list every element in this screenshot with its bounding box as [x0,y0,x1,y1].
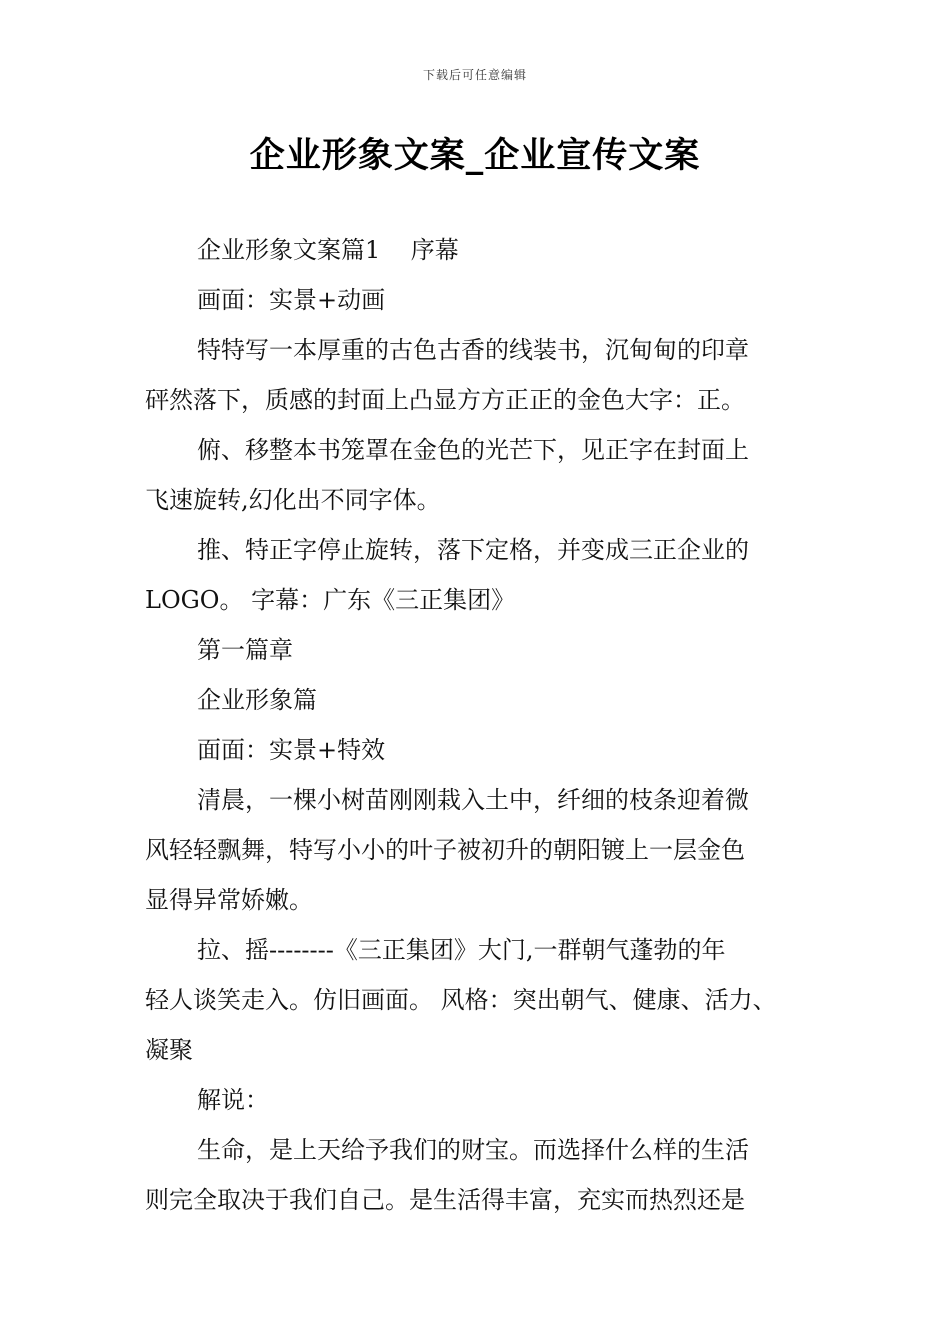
text-line: 俯、移整本书笼罩在金色的光芒下，见正字在封面上 [197,436,749,464]
paragraph [145,675,825,725]
document-body [145,225,825,1225]
paragraph [145,325,825,425]
paragraph [145,925,825,1075]
text-line: 飞速旋转,幻化出不同字体。 [145,486,441,514]
text-line: 则完全取决于我们自己。是生活得丰富，充实而热烈还是 [145,1186,745,1214]
header-note: 下载后可任意编辑 [422,68,527,82]
text-line: 企业形象篇 [197,686,317,714]
text-line: 面面：实景+特效 [197,736,386,764]
paragraph [145,775,825,925]
text-line: 解说： [197,1086,269,1114]
paragraph [145,525,825,625]
text-line: 生命，是上天给予我们的财宝。而选择什么样的生活 [197,1136,749,1164]
paragraph [145,225,825,275]
text-line: 企业形象文案篇1 序幕 [197,236,459,264]
text-line: 画面：实景+动画 [197,286,386,314]
paragraph [145,1125,825,1225]
text-line: 砰然落下，质感的封面上凸显方方正正的金色大字：正。 [145,386,745,414]
text-line: 推、特正字停止旋转，落下定格，并变成三正企业的 [197,536,749,564]
paragraph [145,275,825,325]
text-line: 第一篇章 [197,636,293,664]
text-line: LOGO。 字幕：广东《三正集团》 [145,586,516,614]
paragraph [145,725,825,775]
text-line: 风轻轻飘舞，特写小小的叶子被初升的朝阳镀上一层金色 [145,836,745,864]
text-line: 拉、摇--------《三正集团》大门,一群朝气蓬勃的年 [197,936,726,964]
text-line: 清晨，一棵小树苗刚刚栽入土中，纤细的枝条迎着微 [197,786,749,814]
text-line: 凝聚 [145,1036,193,1064]
text-line: 显得异常娇嫩。 [145,886,313,914]
text-line: 特特写一本厚重的古色古香的线装书，沉甸甸的印章 [197,336,749,364]
document-title: 企业形象文案_企业宣传文案 [249,135,701,176]
paragraph [145,1075,825,1125]
paragraph [145,625,825,675]
text-line: 轻人谈笑走入。仿旧画面。 风格：突出朝气、健康、活力、 [145,986,777,1014]
paragraph [145,425,825,525]
